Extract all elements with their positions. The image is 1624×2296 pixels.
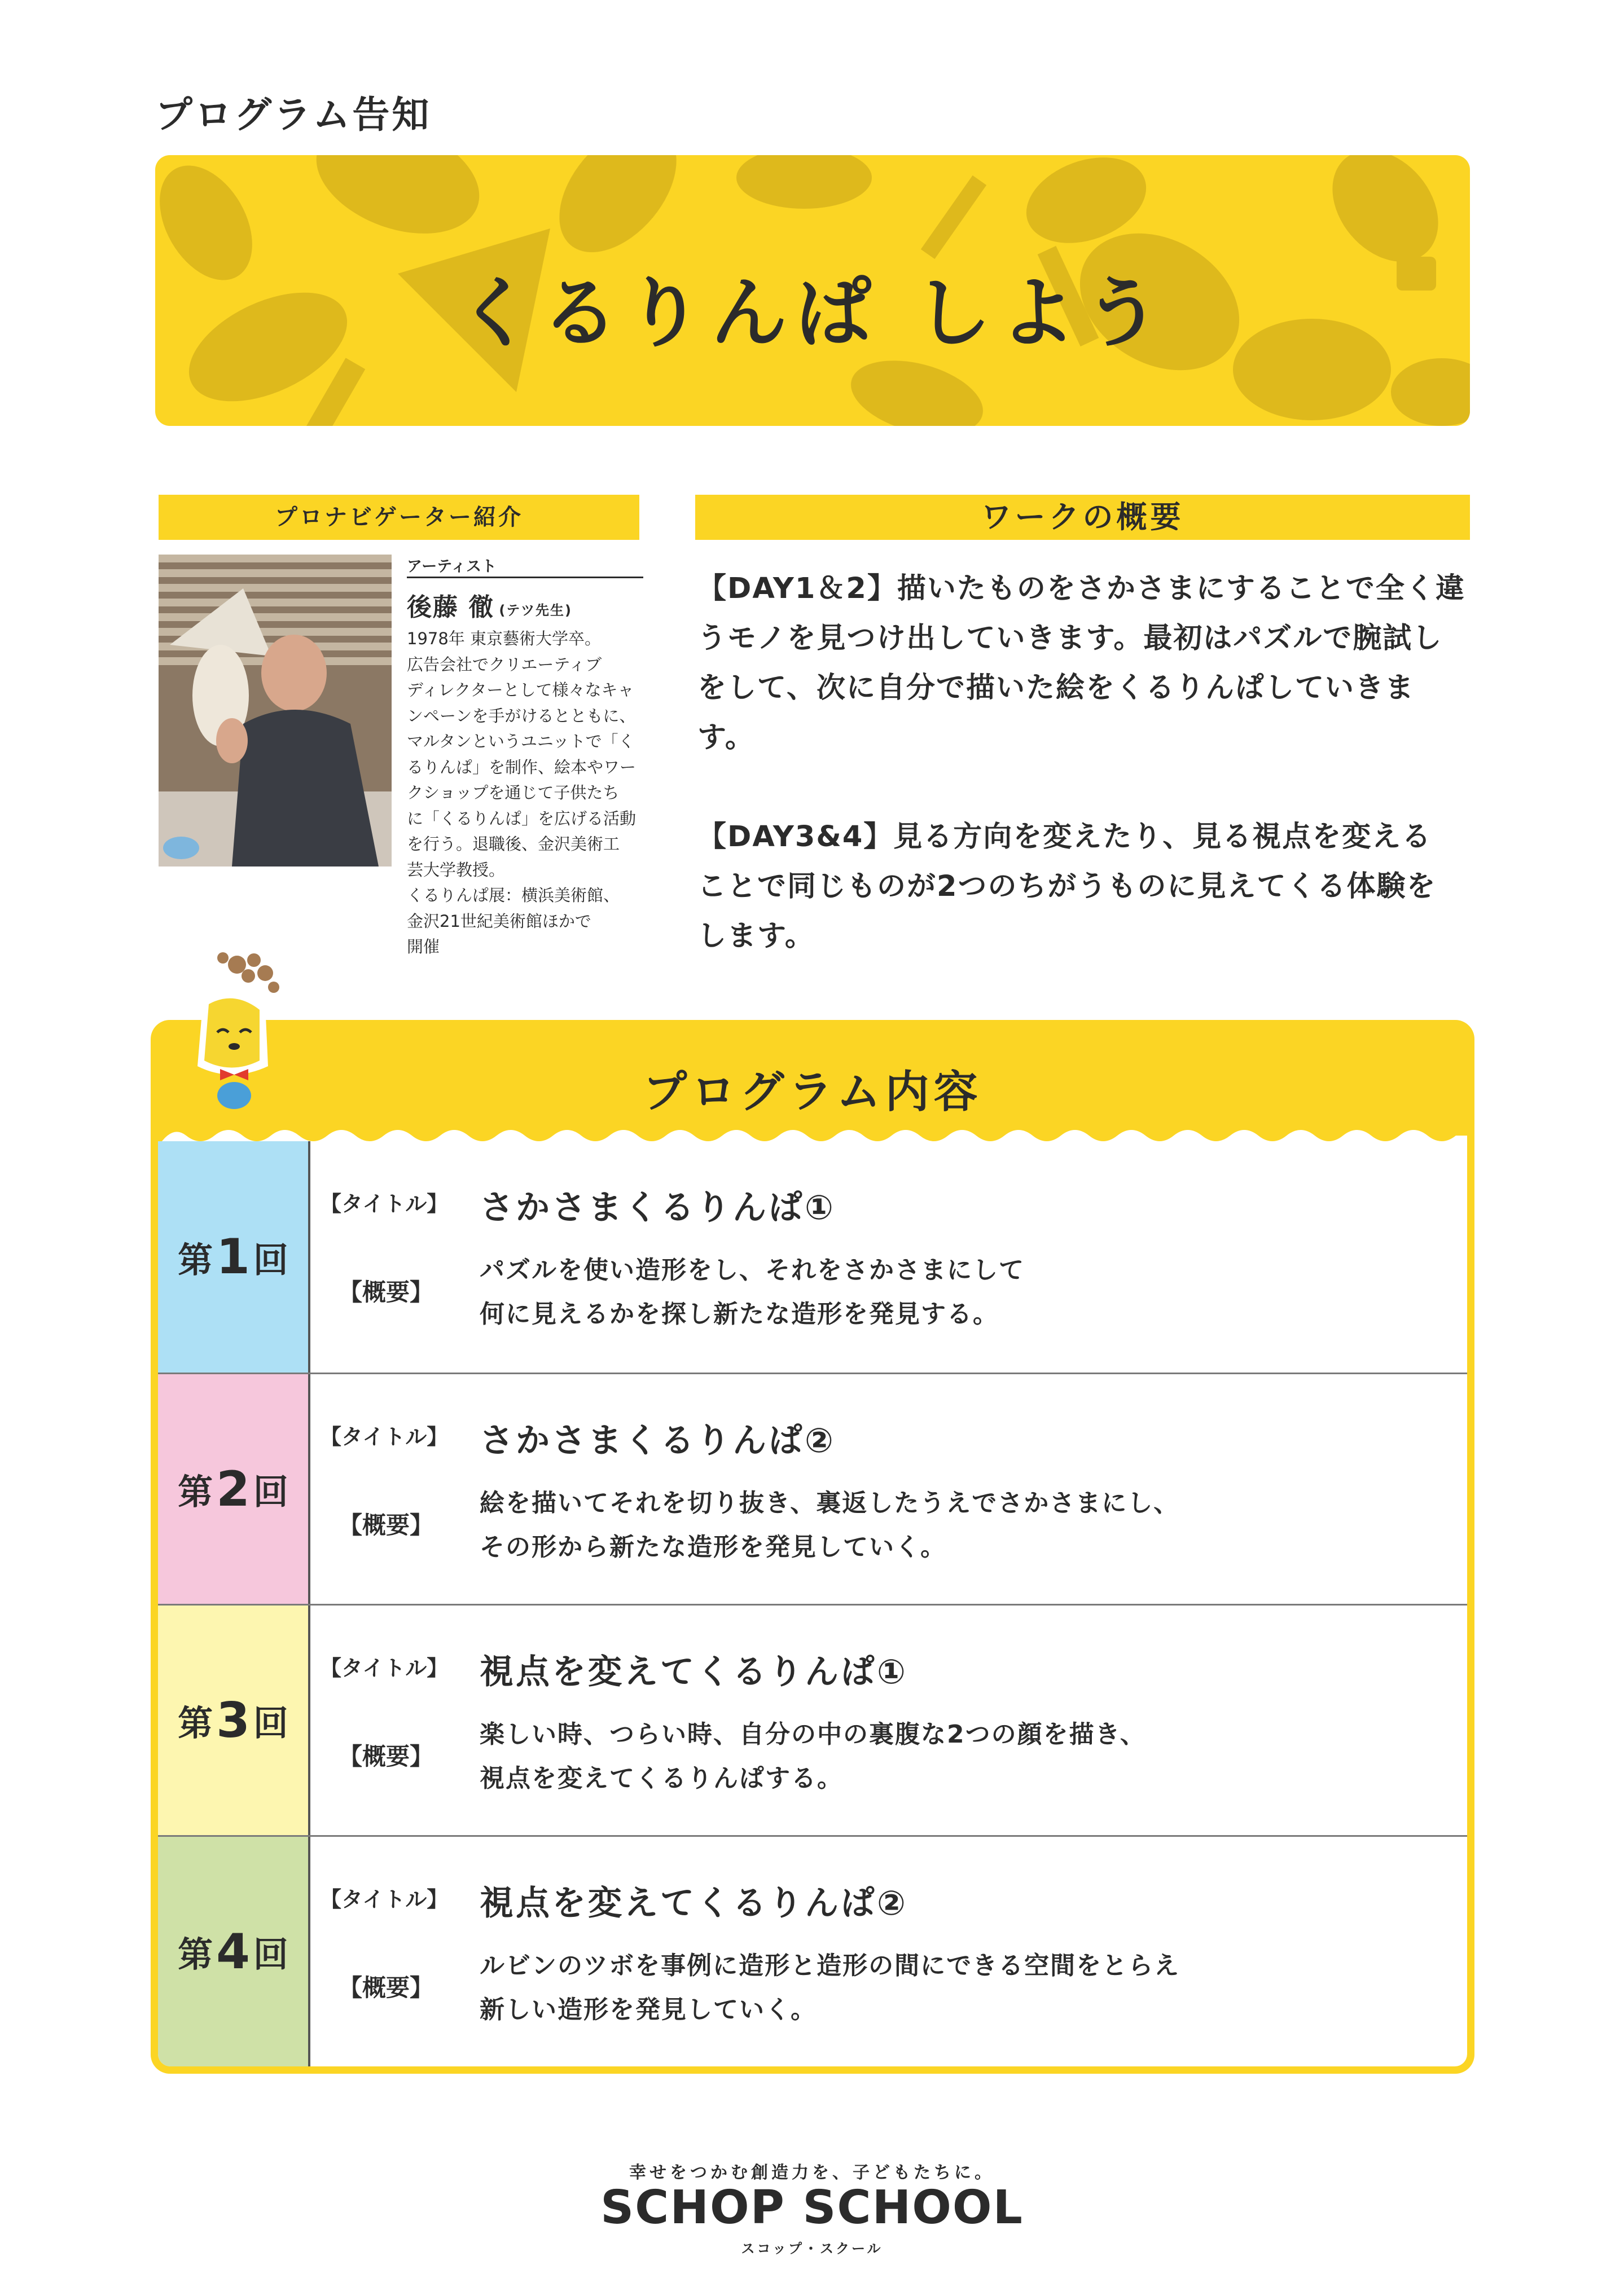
summary-tag: 【概要】 — [339, 1278, 434, 1306]
session-row — [158, 1373, 1467, 1604]
footer-tagline: 幸せをつかむ創造力を、子どもたちに。 — [629, 2163, 995, 2183]
bio-line: るりんぱ」を制作、絵本やワー — [407, 757, 637, 777]
work-line: うモノを見つけ出していきます。最初はパズルで腕試し — [697, 622, 1443, 655]
summary-tag: 【概要】 — [339, 1743, 434, 1770]
program-panel — [151, 1020, 1474, 2074]
session-title: さかさまくるりんぱ② — [480, 1421, 836, 1461]
bio-line: 芸大学教授。 — [407, 860, 506, 879]
work-section-header: ワークの概要 — [695, 495, 1470, 540]
bio-line: 広告会社でクリエーティブ — [407, 654, 602, 674]
bio-line: に「くるりんぱ」を広げる活動 — [407, 808, 637, 828]
mascot-illustration — [169, 948, 305, 1117]
navigator-name-line — [407, 587, 572, 623]
bio-line: ンペーンを手がけるとともに、 — [407, 706, 636, 725]
bio-line: を行う。退職後、金沢美術工 — [407, 834, 620, 854]
session-summary: 楽しい時、つらい時、自分の中の裏腹な2つの顔を描き、 視点を変えてくるりんぱする。 — [480, 1720, 1146, 1793]
session-number: 第 4 回 — [158, 1837, 308, 2066]
title-tag: 【タイトル】 — [320, 1424, 449, 1449]
session-title: さかさまくるりんぱ① — [480, 1188, 836, 1228]
summary-tag: 【概要】 — [339, 1974, 434, 2002]
session-row — [158, 1141, 1467, 1373]
session-summary: ルビンのツボを事例に造形と造形の間にできる空間をとらえ 新しい造形を発見していく。 — [480, 1951, 1180, 2024]
title-tag: 【タイトル】 — [320, 1191, 449, 1216]
title-tag: 【タイトル】 — [320, 1656, 449, 1681]
session-row — [158, 1835, 1467, 2066]
work-line: をして、次に自分で描いた絵をくるりんぱしていきます。 — [697, 671, 1415, 754]
session-number: 第 3 回 — [158, 1606, 308, 1835]
session-summary: パズルを使い造形をし、それをさかさまにして 何に見えるかを探し新たな造形を発見する。 — [480, 1256, 1025, 1329]
navigator-name: 後藤 徹 — [407, 593, 495, 622]
bio-line: マルタンというユニットで「く — [407, 732, 635, 751]
work-line: 【DAY1＆2】描いたものをさかさまにすることで全く違 — [697, 572, 1465, 605]
school-logo-kana: スコップ・スクール — [741, 2241, 883, 2257]
school-logo: SCHOP SCHOOL — [600, 2181, 1024, 2235]
bio-line: 金沢21世紀美術館ほかで — [407, 911, 591, 931]
session-number: 第 1 回 — [158, 1141, 308, 1373]
work-line: ことで同じものが2つのちがうものに見えてくる体験を — [697, 870, 1437, 903]
bio-line: 開催 — [407, 937, 440, 956]
navigator-honorific: (テツ先生) — [499, 602, 573, 618]
bio-line: くるりんぱ展：横浜美術館、 — [407, 886, 620, 905]
work-line: 【DAY3&4】見る方向を変えたり、見る視点を変える — [697, 820, 1432, 854]
session-summary: 絵を描いてそれを切り抜き、裏返したうえでさかさまにし、 その形から新たな造形を発見していく。 — [480, 1489, 1180, 1562]
hero-banner — [155, 155, 1470, 426]
program-table — [158, 1141, 1467, 2066]
bio-line: ディレクターとして様々なキャ — [407, 680, 634, 700]
hero-title: くるりんぱ しよう — [457, 269, 1169, 358]
session-row — [158, 1604, 1467, 1835]
session-number: 第 2 回 — [158, 1374, 308, 1604]
summary-tag: 【概要】 — [339, 1511, 434, 1539]
session-title: 視点を変えてくるりんぱ① — [480, 1652, 908, 1692]
navigator-photo — [159, 555, 392, 867]
work-line: します。 — [697, 920, 815, 953]
work-summary — [697, 564, 1471, 961]
bio-line: クショップを通じて子供たち — [407, 783, 620, 802]
session-title: 視点を変えてくるりんぱ② — [480, 1884, 908, 1923]
navigator-section-header: プロナビゲーター紹介 — [159, 495, 639, 540]
divider — [407, 577, 643, 578]
navigator-bio — [407, 626, 644, 960]
program-section-title: プログラム内容 — [643, 1067, 982, 1118]
title-tag: 【タイトル】 — [320, 1887, 449, 1912]
page-label: プログラム告知 — [155, 93, 432, 137]
navigator-role: アーティスト — [407, 558, 497, 575]
bio-line: 1978年 東京藝術大学卒。 — [407, 629, 602, 648]
